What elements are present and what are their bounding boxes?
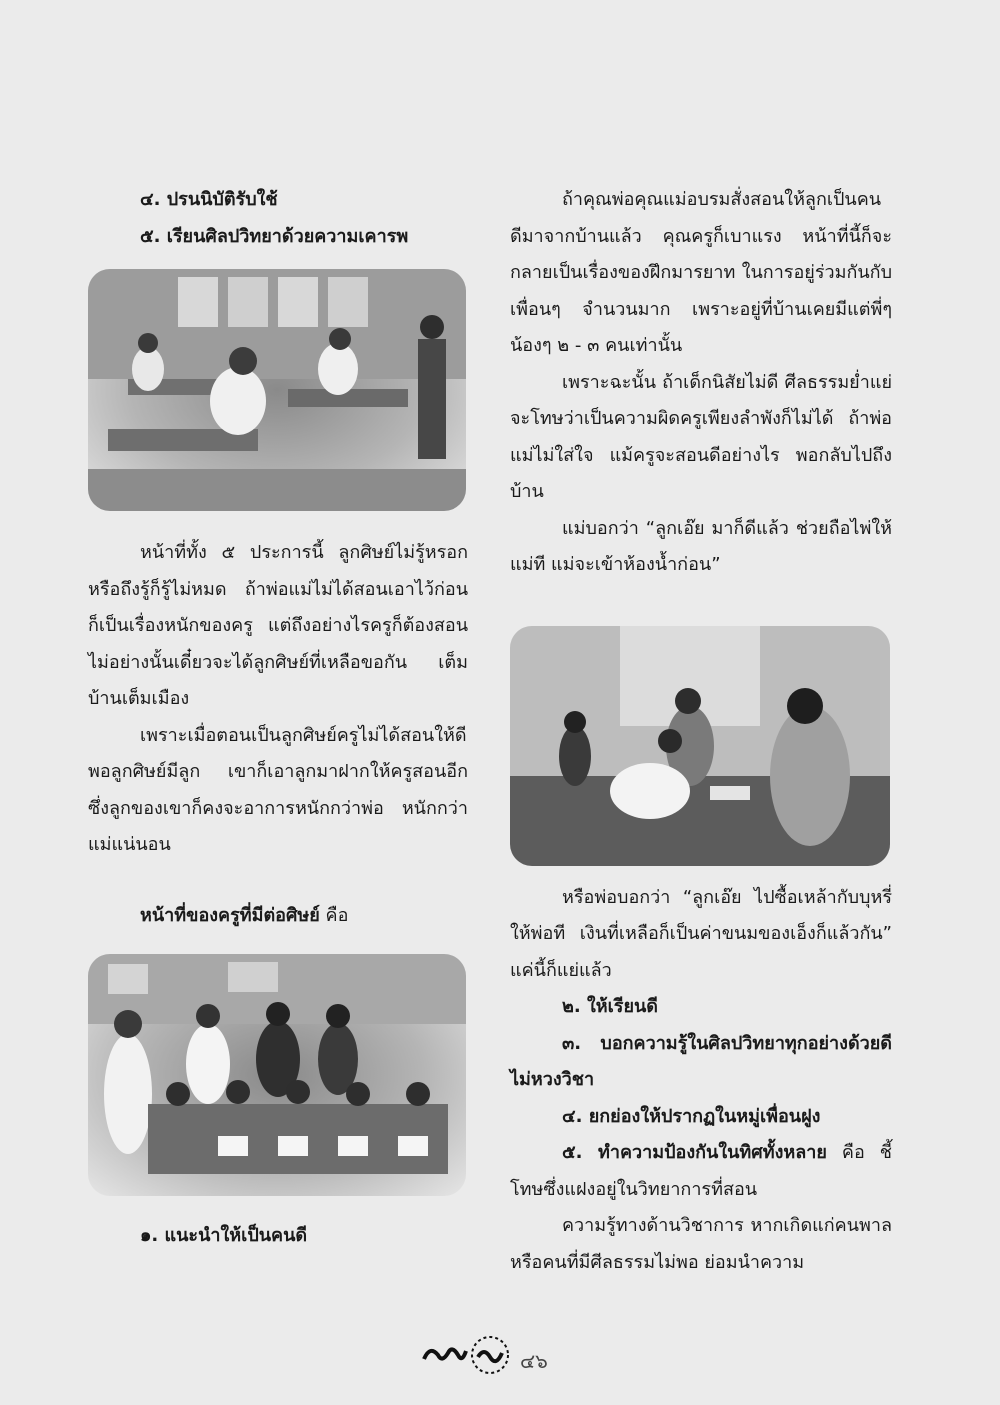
- ceremony-photo: [510, 626, 890, 866]
- right-paragraph-1: ถ้าคุณพ่อคุณแม่อบรมสั่งสอนให้ลูกเป็นคน ดีมาจากบ้านแล้ว คุณครูก็เบาแรง หน้าที่นี้ก็จะกลายเป็นเรื่องของฝึกมารยาท ในการอยู่ร่วมกันกับเพื่อนๆ จำนวนมาก เพราะอยู่ที่บ้านเคยมีแต่พี่ๆ น้องๆ ๒ - ๓ คนเท่านั้น: [510, 189, 892, 356]
- duty-5: [510, 1135, 892, 1208]
- duty-1: ๑. แนะนำให้เป็นคนดี: [140, 1225, 308, 1246]
- footer-logo-icon: [420, 1333, 516, 1377]
- duty-heading: [88, 898, 468, 935]
- left-column: [88, 182, 468, 1255]
- classroom-illustration: [88, 269, 466, 511]
- classroom-photo: [88, 269, 466, 511]
- duty-heading-bold: หน้าที่ของครูที่มีต่อศิษย์: [140, 904, 320, 926]
- page-number: ๔๖: [520, 1349, 548, 1373]
- right-paragraph-4: หรือพ่อบอกว่า “ลูกเอ๊ย ไปซื้อเหล้ากับบุหรี่ให้พ่อที เงินที่เหลือก็เป็นค่าขนมของเอ็งก็แล้วกัน” แค่นี้ก็แย่แล้ว: [510, 886, 892, 981]
- right-column: [510, 182, 892, 1281]
- left-paragraph-1: หน้าที่ทั้ง ๕ ประการนี้ ลูกศิษย์ไม่รู้หรอก หรือถึงรู้ก็รู้ไม่หมด ถ้าพ่อแม่ไม่ได้สอนเอาไว้ก่อน ก็เป็นเรื่องหนักของครู แต่ถึงอย่างไรครูก็ต้องสอน ไม่อย่างนั้นเดี๋ยวจะได้ลูกศิษย์ที่เหลือขอกัน เต็มบ้านเต็มเมือง: [88, 542, 468, 709]
- right-paragraph-3: แม่บอกว่า “ลูกเอ๊ย มาก็ดีแล้ว ช่วยถือไพ่ให้แม่ที แม่จะเข้าห้องน้ำก่อน”: [510, 517, 892, 575]
- duty-5-bold: ๕. ทำความป้องกันในทิศทั้งหลาย: [562, 1142, 827, 1163]
- duty-4: ๔. ยกย่องให้ปรากฏในหมู่เพื่อนฝูง: [562, 1105, 821, 1127]
- left-paragraph-2: เพราะเมื่อตอนเป็นลูกศิษย์ครูไม่ได้สอนให้ดี พอลูกศิษย์มีลูก เขาก็เอาลูกมาฝากให้ครูสอนอีก ซึ่งลูกของเขาก็คงจะอาการหนักกว่าพ่อ หนักกว่าแม่แน่นอน: [88, 724, 468, 855]
- group-photo: [88, 954, 466, 1196]
- right-paragraph-5: ความรู้ทางด้านวิชาการ หากเกิดแก่คนพาล หรือคนที่มีศีลธรรมไม่พอ ย่อมนำความ: [510, 1215, 892, 1273]
- group-illustration: [88, 954, 466, 1196]
- page-footer: [420, 1333, 580, 1383]
- duty-5-rest: คือ ชี้โทษซึ่งแฝงอยู่ในวิทยาการที่สอน: [510, 1142, 892, 1200]
- duty-heading-rest: คือ: [319, 904, 349, 926]
- item-4-heading: ๔. ปรนนิบัติรับใช้: [140, 189, 278, 210]
- right-paragraph-2: เพราะฉะนั้น ถ้าเด็กนิสัยไม่ดี ศีลธรรมย่ำแย่ จะโทษว่าเป็นความผิดครูเพียงลำพังก็ไม่ได้ ถ้าพ่อแม่ไม่ใส่ใจ แม้ครูจะสอนดีอย่างไร พอกลับไปถึงบ้าน: [510, 371, 892, 502]
- ceremony-illustration: [510, 626, 890, 866]
- duty-2: ๒. ให้เรียนดี: [562, 996, 658, 1017]
- item-5-heading: ๕. เรียนศิลปวิทยาด้วยความเคารพ: [140, 225, 409, 247]
- duty-3: ๓. บอกความรู้ในศิลปวิทยาทุกอย่างด้วยดี ไม่หวงวิชา: [510, 1032, 892, 1090]
